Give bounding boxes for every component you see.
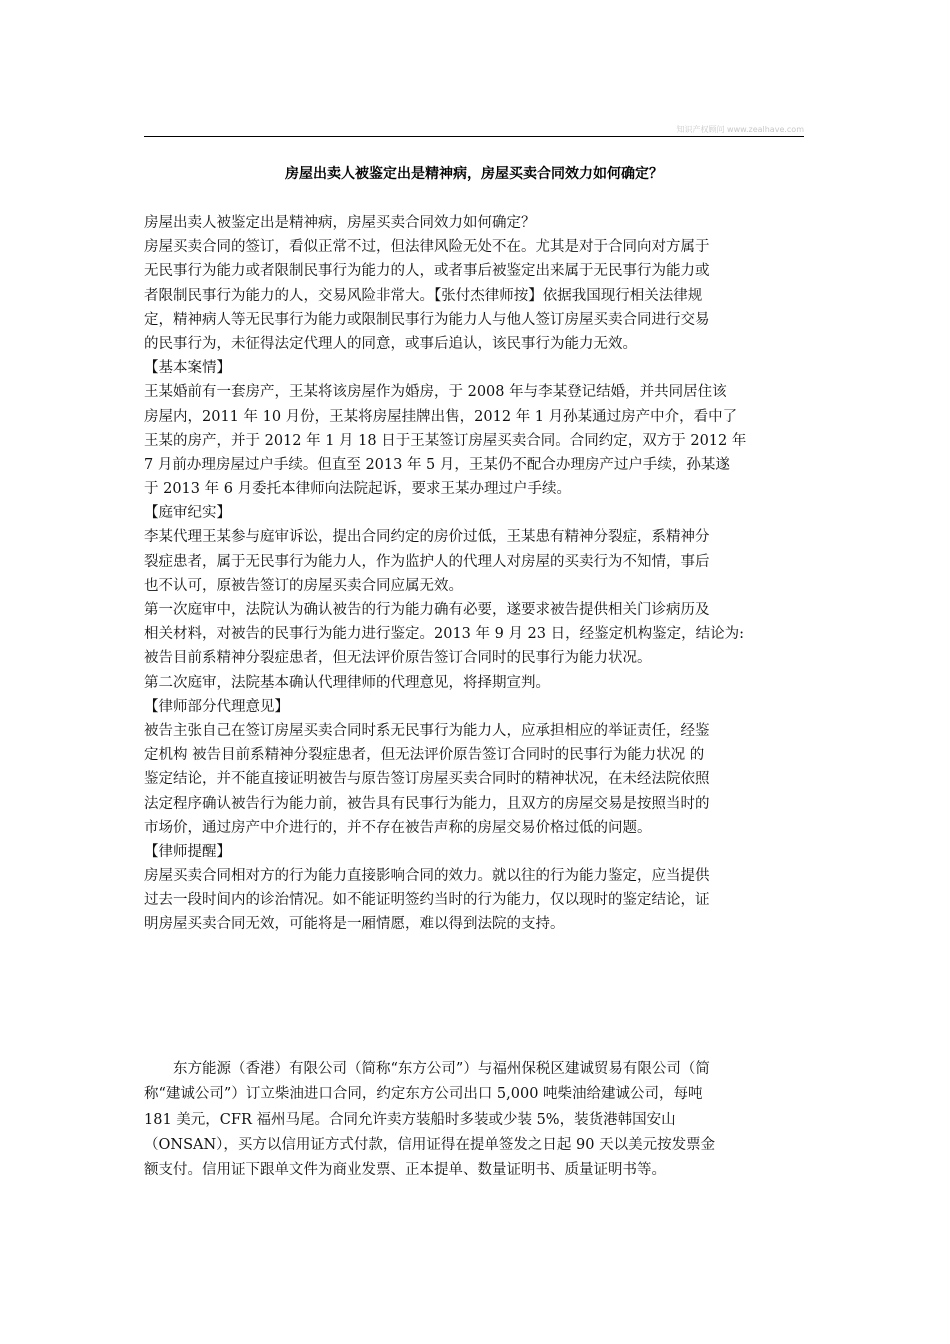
body-line: 房屋内，2011 年 10 月份，王某将房屋挂牌出售，2012 年 1 月孙某通过房产中介，看中了	[144, 408, 738, 425]
body-line: 【律师提醒】	[144, 843, 231, 860]
body-line: 明房屋买卖合同无效，可能将是一厢情愿，难以得到法院的支持。	[144, 916, 565, 933]
body-line: 【基本案情】	[144, 360, 231, 377]
appendix-line: 额支付。信用证下跟单文件为商业发票、正本提单、数量证明书、质量证明书等。	[144, 1162, 666, 1179]
article-body	[144, 211, 814, 937]
body-line: 者限制民事行为能力的人，交易风险非常大。【张付杰律师按】依据我国现行相关法律规	[144, 287, 703, 304]
appendix-line: 称“建诚公司”）订立柴油进口合同，约定东方公司出口 5,000 吨柴油给建诚公司，每吨	[144, 1086, 703, 1103]
body-line: 房屋出卖人被鉴定出是精神病，房屋买卖合同效力如何确定？	[144, 215, 536, 231]
body-line: 市场价，通过房产中介进行的，并不存在被告声称的房屋交易价格过低的问题。	[144, 819, 652, 836]
body-line: 【庭审纪实】	[144, 505, 231, 522]
body-line: 的民事行为，未征得法定代理人的同意，或事后追认，该民事行为能力无效。	[144, 335, 637, 352]
body-line: 过去一段时间内的诊治情况。如不能证明签约当时的行为能力，仅以现时的鉴定结论，证	[144, 892, 710, 909]
appendix-line: 东方能源（香港）有限公司（简称“东方公司”）与福州保税区建诚贸易有限公司（简	[144, 1061, 710, 1077]
header-watermark: 知识产权顾问 www.zealhave.com	[676, 125, 804, 134]
body-line: 也不认可，原被告签订的房屋买卖合同应属无效。	[144, 577, 463, 594]
body-line: 第二次庭审，法院基本确认代理律师的代理意见，将择期宣判。	[144, 674, 550, 691]
body-line: 李某代理王某参与庭审诉讼，提出合同约定的房价过低，王某患有精神分裂症，系精神分	[144, 529, 710, 546]
body-line: 被告目前系精神分裂症患者，但无法评价原告签订合同时的民事行为能力状况。	[144, 650, 652, 667]
body-line: 房屋买卖合同相对方的行为能力直接影响合同的效力。就以往的行为能力鉴定，应当提供	[144, 868, 710, 885]
body-line: 定机构 被告目前系精神分裂症患者，但无法评价原告签订合同时的民事行为能力状况 的	[144, 747, 705, 764]
appendix-body	[144, 1057, 814, 1183]
body-line: 无民事行为能力或者限制民事行为能力的人，或者事后被鉴定出来属于无民事行为能力或	[144, 263, 710, 280]
appendix-line: 181 美元，CFR 福州马尾。合同允许卖方装船时多装或少装 5%，装货港韩国安山	[144, 1111, 676, 1128]
body-line: 【律师部分代理意见】	[144, 698, 289, 715]
body-line: 相关材料，对被告的民事行为能力进行鉴定。2013 年 9 月 23 日，经鉴定机构鉴定，结论为:	[144, 626, 745, 643]
body-line: 裂症患者，属于无民事行为能力人，作为监护人的代理人对房屋的买卖行为不知情，事后	[144, 553, 710, 570]
body-line: 第一次庭审中，法院认为确认被告的行为能力确有必要，遂要求被告提供相关门诊病历及	[144, 602, 710, 618]
body-line: 王某婚前有一套房产，王某将该房屋作为婚房，于 2008 年与李某登记结婚，并共同居住该	[144, 384, 727, 401]
body-line: 定，精神病人等无民事行为能力或限制民事行为能力人与他人签订房屋买卖合同进行交易	[144, 311, 710, 328]
header-rule	[144, 136, 804, 137]
body-line: 法定程序确认被告行为能力前，被告具有民事行为能力，且双方的房屋交易是按照当时的	[144, 795, 710, 812]
appendix-line: （ONSAN），买方以信用证方式付款，信用证得在提单签发之日起 90 天以美元按发票金	[144, 1136, 716, 1153]
body-line: 鉴定结论，并不能直接证明被告与原告签订房屋买卖合同时的精神状况，在未经法院依照	[144, 771, 710, 788]
body-line: 7 月前办理房屋过户手续。但直至 2013 年 5 月，王某仍不配合办理房产过户手续，孙某遂	[144, 456, 730, 473]
body-line: 房屋买卖合同的签订，看似正常不过，但法律风险无处不在。尤其是对于合同向对方属于	[144, 239, 710, 256]
body-line: 被告主张自己在签订房屋买卖合同时系无民事行为能力人，应承担相应的举证责任，经鉴	[144, 722, 710, 739]
body-line: 王某的房产，并于 2012 年 1 月 18 日于王某签订房屋买卖合同。合同约定，双方于 2012 年	[144, 432, 747, 449]
article-title: 房屋出卖人被鉴定出是精神病，房屋买卖合同效力如何确定？	[285, 166, 663, 182]
body-line: 于 2013 年 6 月委托本律师向法院起诉，要求王某办理过户手续。	[144, 481, 572, 498]
